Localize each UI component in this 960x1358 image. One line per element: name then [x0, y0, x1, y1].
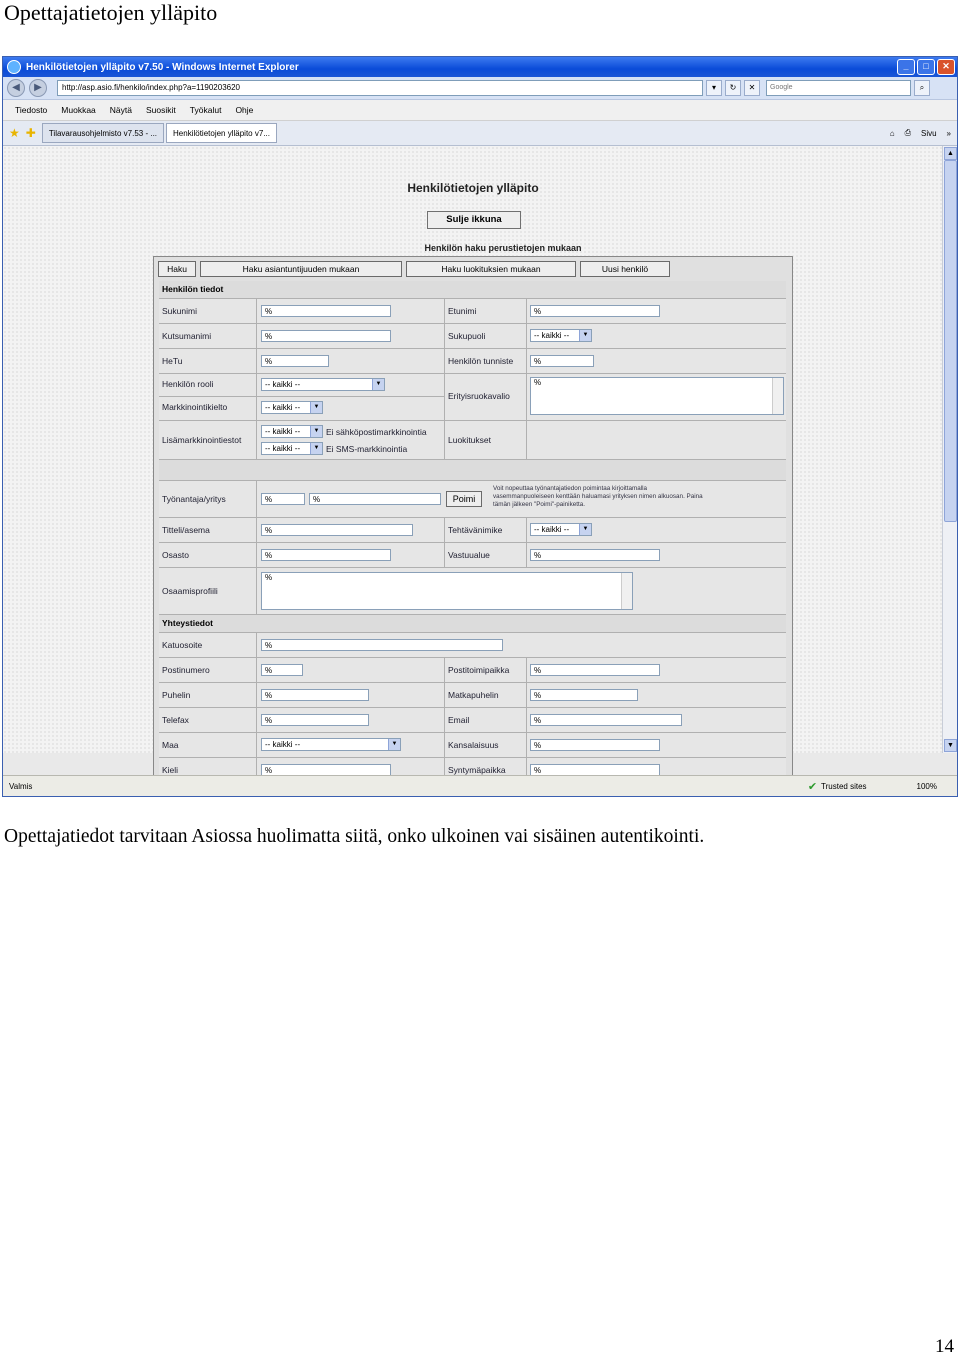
- label-sukupuoli: Sukupuoli: [448, 331, 486, 341]
- label-puhelin: Puhelin: [162, 690, 191, 700]
- label-sukunimi: Sukunimi: [162, 306, 197, 316]
- osasto-input[interactable]: %: [261, 549, 391, 561]
- label-matkapuhelin: Matkapuhelin: [448, 690, 499, 700]
- scroll-up-icon[interactable]: ▲: [944, 147, 957, 160]
- page-menu[interactable]: Sivu: [920, 128, 937, 138]
- window-titlebar: [3, 57, 957, 77]
- form-row: [159, 683, 786, 708]
- erityisruokavalio-textarea[interactable]: [530, 377, 784, 415]
- label-email: Email: [448, 715, 470, 725]
- select-value: -- kaikki --: [265, 427, 301, 436]
- menu-item[interactable]: Näytä: [109, 105, 133, 115]
- close-window-button[interactable]: Sulje ikkuna: [427, 211, 521, 229]
- browser-screenshot: [2, 56, 958, 797]
- select-value: -- kaikki --: [265, 403, 301, 412]
- label-ei-sahkoposti: Ei sähköpostimarkkinointia: [326, 427, 427, 437]
- menu-item[interactable]: Suosikit: [146, 105, 176, 115]
- search-form: [153, 256, 793, 778]
- label-tyonantaja: Työnantaja/yritys: [162, 494, 226, 504]
- select-value: -- kaikki --: [534, 331, 570, 340]
- form-row: [159, 633, 786, 658]
- menu-item[interactable]: Muokkaa: [61, 105, 96, 115]
- form-row: [159, 324, 786, 349]
- menu-bar: [3, 100, 957, 121]
- zoom-level[interactable]: 100%: [916, 781, 937, 791]
- rooli-select[interactable]: [261, 378, 385, 391]
- chevron-down-icon: ▼: [310, 443, 322, 454]
- status-text: Valmis: [9, 781, 33, 791]
- tab-henkilotiedot[interactable]: Henkilötietojen ylläpito v7...: [166, 123, 277, 143]
- sukupuoli-select[interactable]: [530, 329, 592, 342]
- maa-select[interactable]: [261, 738, 401, 751]
- label-markkinointikielto: Markkinointikielto: [162, 402, 228, 412]
- label-maa: Maa: [162, 740, 179, 750]
- home-icon[interactable]: ⌂: [889, 128, 895, 138]
- form-row: [159, 568, 786, 615]
- new-person-button[interactable]: Uusi henkilö: [580, 261, 670, 277]
- menu-item[interactable]: Työkalut: [189, 105, 222, 115]
- markkinointikielto-select[interactable]: [261, 401, 323, 414]
- chevron-down-icon[interactable]: ▾: [706, 80, 722, 96]
- label-erityisruokavalio: Erityisruokavalio: [448, 391, 510, 401]
- label-syntymapaikka: Syntymäpaikka: [448, 765, 506, 775]
- close-icon[interactable]: ✕: [937, 59, 955, 75]
- osaamisprofiili-textarea[interactable]: [261, 572, 633, 610]
- label-vastuualue: Vastuualue: [448, 550, 490, 560]
- label-osasto: Osasto: [162, 550, 189, 560]
- tyonantaja-input[interactable]: %: [309, 493, 441, 505]
- refresh-icon[interactable]: ↻: [725, 80, 741, 96]
- form-row: [159, 658, 786, 683]
- scrollbar-thumb[interactable]: [944, 160, 957, 522]
- label-henkilon-rooli: Henkilön rooli: [162, 379, 214, 389]
- scrollbar[interactable]: [772, 378, 783, 414]
- label-lisamarkkinointi: Lisämarkkinointiestot: [162, 435, 242, 445]
- add-favorite-icon[interactable]: ✚: [25, 126, 36, 140]
- haku-luokitus-button[interactable]: Haku luokituksien mukaan: [406, 261, 576, 277]
- label-postitoimipaikka: Postitoimipaikka: [448, 665, 510, 675]
- form-row: [159, 374, 786, 421]
- sms-select[interactable]: [261, 442, 323, 455]
- form-row: [159, 733, 786, 758]
- url-input[interactable]: http://asp.asio.fi/henkilo/index.php?a=1190203620: [57, 80, 703, 96]
- zone-label: Trusted sites: [821, 781, 867, 791]
- form-rows: [159, 281, 786, 783]
- chevron-down-icon: ▼: [579, 330, 591, 341]
- label-kutsumanimi: Kutsumanimi: [162, 331, 212, 341]
- form-row: [159, 481, 786, 518]
- textarea-value: %: [265, 573, 273, 582]
- poimi-button[interactable]: Poimi: [446, 491, 482, 507]
- page-scrollbar[interactable]: [942, 146, 957, 753]
- status-bar: [3, 775, 957, 796]
- check-icon: ✔: [807, 780, 818, 793]
- label-osaamisprofiili: Osaamisprofiili: [162, 586, 218, 596]
- select-value: -- kaikki --: [534, 525, 570, 534]
- chevron-down-icon: ▼: [388, 739, 400, 750]
- document-caption: Opettajatiedot tarvitaan Asiossa huolimatta siitä, onko ulkoinen vai sisäinen autentikointi.: [4, 826, 705, 847]
- vastuualue-input[interactable]: %: [530, 549, 660, 561]
- postinumero-input[interactable]: %: [261, 664, 303, 676]
- ie-logo-icon: [7, 60, 21, 74]
- page-content: [3, 146, 957, 775]
- titteli-input[interactable]: %: [261, 524, 413, 536]
- haku-button[interactable]: Haku: [158, 261, 196, 277]
- chevron-right-icon[interactable]: »: [946, 128, 951, 138]
- label-ei-sms: Ei SMS-markkinointia: [326, 444, 408, 454]
- chevron-down-icon: ▼: [310, 402, 322, 413]
- print-icon[interactable]: ⎙: [904, 128, 911, 137]
- scroll-down-icon[interactable]: ▼: [944, 739, 957, 752]
- security-zone[interactable]: [808, 780, 867, 793]
- syntymapaikka-input[interactable]: %: [530, 764, 660, 776]
- label-katuosoite: Katuosoite: [162, 640, 203, 650]
- matkapuhelin-input[interactable]: %: [530, 689, 638, 701]
- window-title: Henkilötietojen ylläpito v7.50 - Windows Internet Explorer: [26, 61, 299, 73]
- select-value: -- kaikki --: [265, 740, 301, 749]
- page-number: 14: [935, 1336, 954, 1357]
- katuosoite-input[interactable]: %: [261, 639, 503, 651]
- etunimi-input[interactable]: %: [530, 305, 660, 317]
- label-tehtavanimike: Tehtävänimike: [448, 525, 503, 535]
- section-yhteystiedot: Yhteystiedot: [159, 615, 786, 633]
- tab-bar: [3, 121, 957, 146]
- search-subheading: Henkilön haku perustietojen mukaan: [424, 243, 582, 253]
- scrollbar[interactable]: [621, 573, 632, 609]
- email-field[interactable]: %: [530, 714, 682, 726]
- hetu-input[interactable]: %: [261, 355, 329, 367]
- kansalaisuus-input[interactable]: %: [530, 739, 660, 751]
- label-henkilon-tunniste: Henkilön tunniste: [448, 356, 514, 366]
- form-row: [159, 543, 786, 568]
- tehtavanimike-select[interactable]: [530, 523, 592, 536]
- chevron-down-icon: ▼: [372, 379, 384, 390]
- address-bar: [3, 77, 957, 100]
- page-heading: Henkilötietojen ylläpito: [407, 181, 539, 195]
- spacer-row: [159, 460, 786, 481]
- sahkoposti-select[interactable]: [261, 425, 323, 438]
- form-row: [159, 421, 786, 460]
- section-henkilon-tiedot: Henkilön tiedot: [159, 281, 786, 299]
- tab-tilavaraus[interactable]: Tilavarausohjelmisto v7.53 - ...: [42, 123, 164, 143]
- label-telefax: Telefax: [162, 715, 189, 725]
- form-row: [159, 518, 786, 543]
- form-row: [159, 299, 786, 324]
- search-input[interactable]: Google: [766, 80, 911, 96]
- puhelin-input[interactable]: %: [261, 689, 369, 701]
- search-icon[interactable]: ⌕: [914, 80, 930, 96]
- form-row: [159, 708, 786, 733]
- label-kansalaisuus: Kansalaisuus: [448, 740, 499, 750]
- tyonantaja-prefix-input[interactable]: %: [261, 493, 305, 505]
- favorites-star-icon[interactable]: ★: [9, 126, 20, 140]
- haku-asiantuntijuus-button[interactable]: Haku asiantuntijuuden mukaan: [200, 261, 402, 277]
- postitoimipaikka-input[interactable]: %: [530, 664, 660, 676]
- document-title: Opettajatietojen ylläpito: [4, 0, 218, 25]
- sukunimi-input[interactable]: %: [261, 305, 391, 317]
- poimi-help-text: Voit nopeuttaa työnantajatiedon poimintaa kirjoittamalla vasemmanpuoleiseen kenttään haluamasi yrityksen nimen alkuosan. Paina tämän jälkeen "Poimi"-painiketta.: [493, 485, 703, 508]
- minimize-icon[interactable]: _: [897, 59, 915, 75]
- forward-icon[interactable]: ▶: [29, 79, 47, 97]
- label-luokitukset: Luokitukset: [448, 435, 491, 445]
- command-bar: [880, 128, 957, 138]
- stop-icon[interactable]: ✕: [744, 80, 760, 96]
- label-kieli: Kieli: [162, 765, 179, 775]
- maximize-icon[interactable]: □: [917, 59, 935, 75]
- label-titteli: Titteli/asema: [162, 525, 210, 535]
- label-etunimi: Etunimi: [448, 306, 477, 316]
- chevron-down-icon: ▼: [310, 426, 322, 437]
- label-postinumero: Postinumero: [162, 665, 210, 675]
- telefax-input[interactable]: %: [261, 714, 369, 726]
- menu-item[interactable]: Ohje: [235, 105, 254, 115]
- tunniste-input[interactable]: %: [530, 355, 594, 367]
- select-value: -- kaikki --: [265, 380, 301, 389]
- textarea-value: %: [534, 378, 542, 387]
- select-value: -- kaikki --: [265, 444, 301, 453]
- kieli-input[interactable]: %: [261, 764, 391, 776]
- search-mode-buttons: [158, 261, 674, 277]
- back-icon[interactable]: ◀: [7, 79, 25, 97]
- chevron-down-icon: ▼: [579, 524, 591, 535]
- label-hetu: HeTu: [162, 356, 183, 366]
- kutsumanimi-input[interactable]: %: [261, 330, 391, 342]
- menu-item[interactable]: Tiedosto: [15, 105, 48, 115]
- form-row: [159, 349, 786, 374]
